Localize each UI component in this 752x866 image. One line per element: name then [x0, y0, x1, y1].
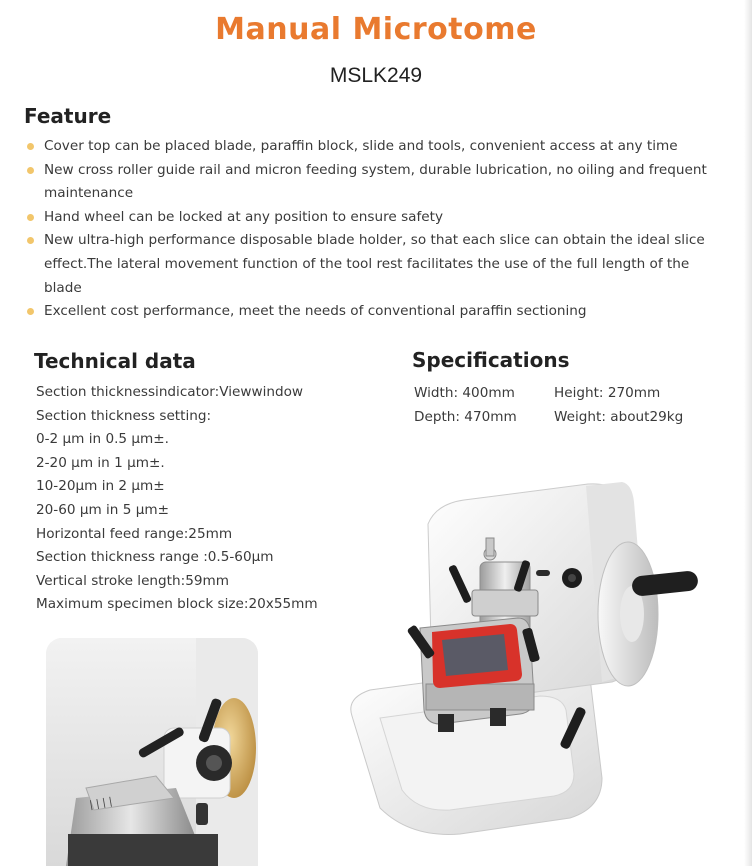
tech-line: 0-2 μm in 0.5 μm±. — [36, 431, 169, 448]
feature-text: Cover top can be placed blade, paraffin block, slide and tools, convenient access at any time — [44, 138, 678, 154]
feature-heading: Feature — [24, 104, 112, 128]
page-edge — [744, 0, 752, 866]
spec-height: Height: 270mm — [554, 385, 661, 401]
tech-line: Section thickness setting: — [36, 407, 212, 424]
specifications-heading: Specifications — [412, 348, 570, 372]
tech-line: 2-20 μm in 1 μm±. — [36, 454, 165, 471]
feature-item — [22, 300, 722, 324]
bullet-icon — [27, 143, 34, 150]
feature-item — [22, 229, 722, 300]
feature-item — [22, 206, 722, 230]
specifications-grid — [414, 381, 734, 429]
tech-line: 10-20μm in 2 μm± — [36, 478, 165, 495]
spec-row — [414, 381, 734, 405]
tech-line: 20-60 μm in 5 μm± — [36, 501, 169, 518]
feature-text: Excellent cost performance, meet the needs of conventional paraffin sectioning — [44, 303, 587, 320]
bullet-icon — [27, 167, 34, 174]
page-title: Manual Microtome — [215, 12, 537, 47]
spec-depth: Depth: 470mm — [414, 409, 517, 425]
tech-line: Section thicknessindicator:Viewwindow — [36, 384, 304, 400]
feature-text: New ultra-high performance disposable blade holder, so that each slice can obtain the ideal slice effect.The lateral movement function of the tool rest facilitates the use of the full length of the blade — [44, 232, 705, 296]
tech-line: Horizontal feed range:25mm — [36, 525, 233, 542]
spec-width: Width: 400mm — [414, 385, 515, 401]
spec-row — [414, 405, 734, 429]
feature-item — [22, 135, 722, 159]
bullet-icon — [27, 308, 34, 315]
tech-line: Section thickness range :0.5-60μm — [36, 549, 274, 566]
feature-text: Hand wheel can be locked at any position to ensure safety — [44, 208, 444, 225]
spec-weight: Weight: about29kg — [554, 409, 684, 425]
feature-item — [22, 159, 722, 206]
microtome-illustration — [340, 478, 712, 838]
bullet-icon — [27, 237, 34, 244]
microtome-photo — [340, 478, 712, 838]
model-number: MSLK249 — [329, 64, 423, 87]
closeup-illustration — [46, 638, 258, 866]
svg-text:| | | |: | | | | — [88, 796, 114, 811]
technical-heading: Technical data — [34, 349, 196, 373]
bullet-icon — [27, 214, 34, 221]
feature-list — [22, 135, 722, 324]
closeup-photo — [46, 638, 258, 866]
feature-text: New cross roller guide rail and micron feeding system, durable lubrication, no oiling and frequent maintenance — [44, 161, 707, 202]
tech-line: Maximum specimen block size:20x55mm — [36, 596, 318, 613]
tech-line: Vertical stroke length:59mm — [36, 572, 229, 589]
